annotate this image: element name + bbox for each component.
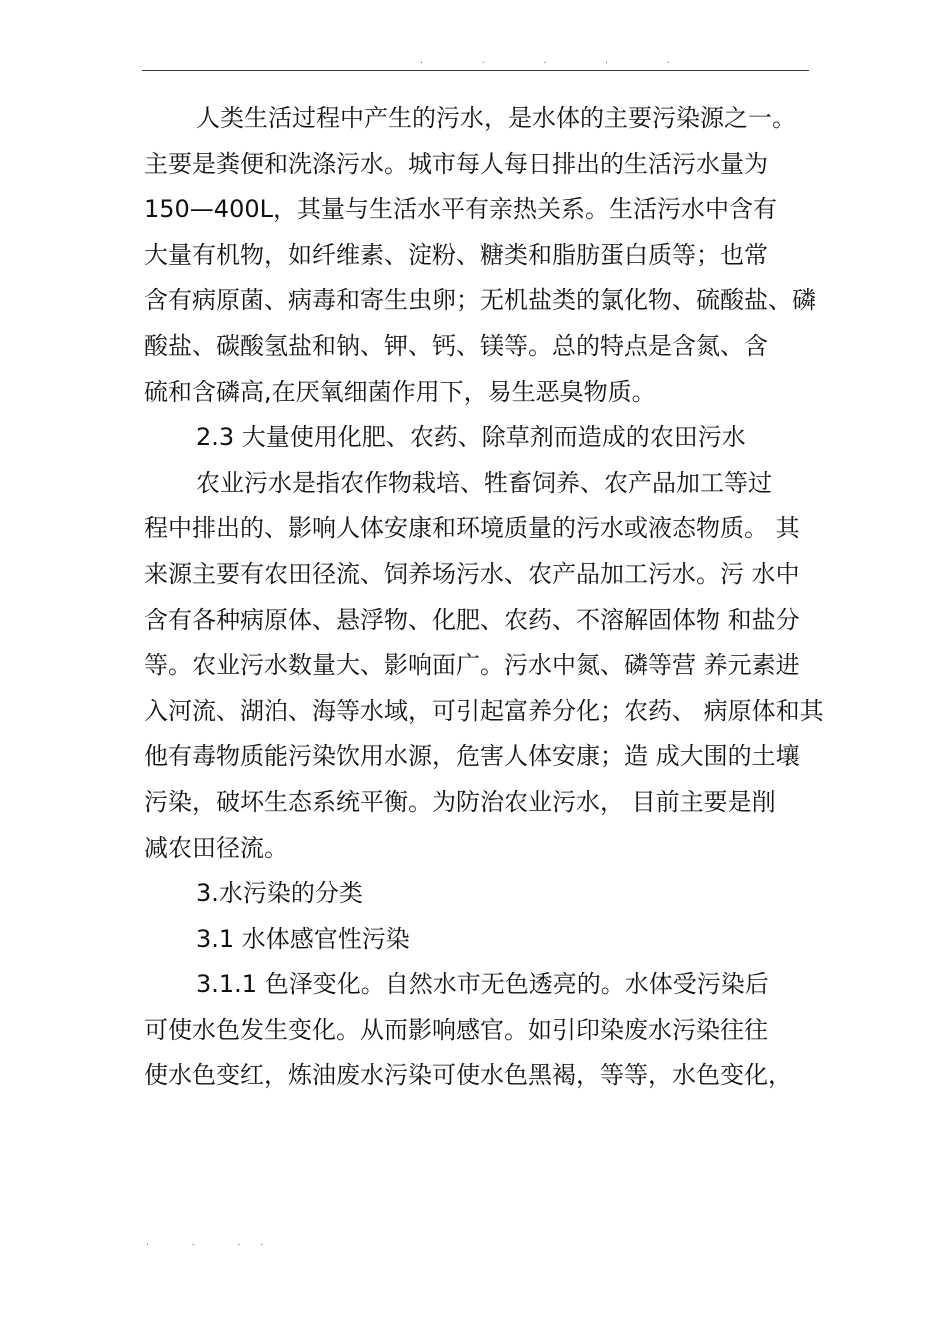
- text-line: 污染，破坏生态系统平衡。为防治农业污水， 目前主要是削: [144, 787, 776, 816]
- text-line: 来源主要有农田径流、饲养场污水、农产品加工污水。污 水中: [144, 559, 800, 588]
- text-line: 含有各种病原体、悬浮物、化肥、农药、不溶解固体物 和盐分: [144, 605, 800, 634]
- text-line: 减农田径流。: [144, 833, 288, 862]
- text-line: 酸盐、碳酸氢盐和钠、钾、钙、镁等。总的特点是含氮、含: [144, 331, 768, 360]
- section-heading: 3.水污染的分类: [196, 879, 363, 908]
- section-heading: 3.1 水体感官性污染: [196, 924, 410, 953]
- text-line: 含有病原菌、病毒和寄生虫卵；无机盐类的氯化物、硫酸盐、磷: [144, 286, 816, 315]
- header-marks: . . . . .: [420, 56, 698, 66]
- text-line: 主要是粪便和洗涤污水。城市每人每日排出的生活污水量为: [144, 149, 768, 178]
- text-line: 他有毒物质能污染饮用水源，危害人体安康；造 成大围的土壤: [144, 742, 800, 771]
- text-line: 入河流、湖泊、海等水域，可引起富养分化；农药、 病原体和其: [144, 696, 824, 725]
- document-body: [144, 96, 824, 1099]
- text-line: 可使水色发生变化。从而影响感官。如引印染废水污染往往: [144, 1015, 768, 1044]
- header-rule: [142, 70, 809, 71]
- text-line: 硫和含磷高,在厌氧细菌作用下，易生恶臭物质。: [144, 377, 656, 406]
- text-line: 农业污水是指农作物栽培、牲畜饲养、农产品加工等过: [196, 468, 772, 497]
- section-heading: 2.3 大量使用化肥、农药、除草剂而造成的农田污水: [196, 423, 746, 452]
- footer-marks: . . ..: [146, 1238, 284, 1248]
- text-line: 等。农业污水数量大、影响面广。污水中氮、磷等营 养元素进: [144, 651, 800, 680]
- text-line: 3.1.1 色泽变化。自然水市无色透亮的。水体受污染后: [196, 970, 769, 999]
- text-line: 程中排出的、影响人体安康和环境质量的污水或液态物质。 其: [144, 514, 800, 543]
- text-line: 使水色变红，炼油废水污染可使水色黑褐，等等，水色变化，: [144, 1061, 792, 1090]
- text-line: 人类生活过程中产生的污水，是水体的主要污染源之一。: [196, 104, 796, 132]
- text-line: 150—400L，其量与生活水平有亲热关系。生活污水中含有: [144, 195, 777, 224]
- text-line: 大量有机物，如纤维素、淀粉、糖类和脂肪蛋白质等；也常: [144, 240, 768, 269]
